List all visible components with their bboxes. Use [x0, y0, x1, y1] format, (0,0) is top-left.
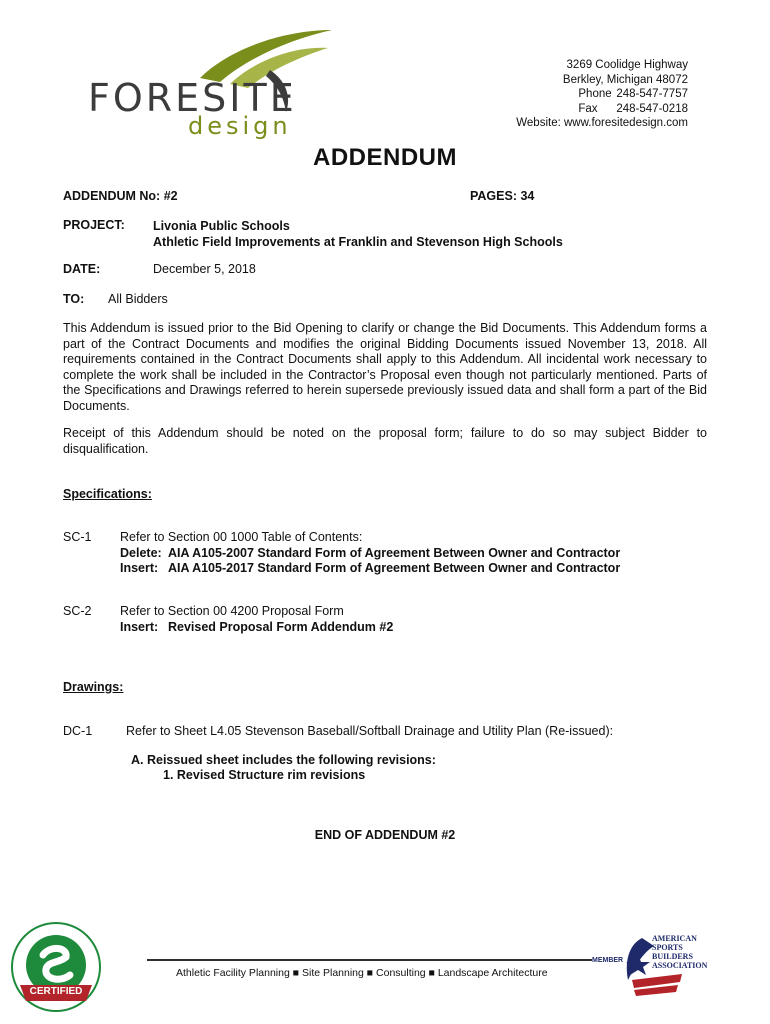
spec-item-sc2: [120, 604, 393, 635]
receipt-paragraph: Receipt of this Addendum should be noted on the proposal form; failure to do so may subject Bidder to disqualification.: [63, 426, 707, 456]
address-city: Berkley, Michigan 48072: [562, 73, 688, 86]
spec-sc1-text: Refer to Section 00 1000 Table of Contents:: [120, 530, 363, 544]
insert-label: Insert:: [120, 619, 159, 634]
spec-sc2-text: Refer to Section 00 4200 Proposal Form: [120, 604, 344, 618]
phone-number: 248-547-7757: [616, 88, 688, 100]
specifications-heading: Specifications:: [63, 487, 152, 501]
logo-wordmark: FORESITE: [88, 76, 297, 120]
delete-text: AIA A105-2007 Standard Form of Agreement Between Owner and Contractor: [168, 545, 621, 560]
drawing-dc1-sub-a: A. Reissued sheet includes the following revisions:: [131, 753, 436, 767]
asba-name: [652, 934, 717, 970]
fax-label: Fax: [578, 102, 598, 115]
drawing-item-dc1: Refer to Sheet L4.05 Stevenson Baseball/Softball Drainage and Utility Plan (Re-issued):: [126, 724, 614, 738]
date-value: December 5, 2018: [153, 262, 256, 276]
spec-sc1-delete-line: [120, 546, 620, 562]
address-street: 3269 Coolidge Highway: [566, 59, 688, 71]
asba-member-badge: [592, 930, 717, 1000]
intro-paragraph: This Addendum is issued prior to the Bid Opening to clarify or change the Bid Documents. This Addendum forms a part of the Contract Documents and modifies the original Bidding Documents issued November 13, 2018. All requirements contained in the Contract Documents shall apply to this Addendum. All incidental work necessary to complete the work shall be included in the Contractor’s Proposal even though not particularly mentioned. Parts of the Specifications and Drawings referred to herein supersede previously issued data and shall form a part of the Bid Documents.: [63, 321, 707, 413]
project-client: Livonia Public Schools: [153, 219, 290, 233]
addendum-number-field: [63, 189, 178, 203]
pages-label: PAGES:: [470, 189, 517, 203]
spec-code-sc2: SC-2: [63, 604, 92, 618]
document-title: ADDENDUM: [313, 144, 457, 171]
insert-label: Insert:: [120, 561, 159, 575]
company-logo: [80, 26, 340, 140]
to-label: TO:: [63, 292, 85, 306]
company-address: [516, 58, 688, 131]
footer-divider: [147, 959, 592, 961]
fax-number: 248-547-0218: [616, 102, 688, 115]
pages-field: [470, 189, 534, 203]
asba-line2: SPORTS BUILDERS: [652, 943, 693, 961]
address-fax: [516, 102, 688, 117]
project-name: Athletic Field Improvements at Franklin and Stevenson High Schools: [153, 235, 563, 249]
date-label: DATE:: [63, 262, 101, 276]
delete-label: Delete:: [120, 545, 162, 560]
address-phone: [516, 87, 688, 102]
drawing-code-dc1: DC-1: [63, 724, 93, 738]
spec-sc1-insert-line: [120, 561, 620, 577]
logo-subtitle: design: [188, 112, 292, 140]
insert-text: AIA A105-2017 Standard Form of Agreement Between Owner and Contractor: [168, 561, 621, 575]
asba-line1: AMERICAN: [652, 934, 697, 943]
spec-item-sc1: [120, 530, 620, 577]
addendum-number-value: #2: [163, 189, 178, 203]
footer-services: Athletic Facility Planning ■ Site Planning ■ Consulting ■ Landscape Architecture: [176, 967, 548, 979]
pages-value: 34: [520, 189, 535, 203]
certified-seal-icon: [10, 921, 102, 1013]
phone-label: Phone: [578, 88, 612, 100]
asba-line3: ASSOCIATION: [652, 961, 708, 970]
drawing-dc1-sub-a1: 1. Revised Structure rim revisions: [163, 768, 366, 782]
company-website: Website: www.foresitedesign.com: [516, 117, 688, 129]
spec-sc2-insert-line: [120, 620, 393, 636]
asba-member-label: MEMBER: [592, 957, 624, 964]
to-value: All Bidders: [108, 292, 168, 306]
project-value: [153, 218, 563, 250]
insert-text: Revised Proposal Form Addendum #2: [168, 619, 394, 634]
addendum-number-label: ADDENDUM No:: [63, 189, 161, 203]
certified-badge-label: CERTIFIED: [29, 986, 83, 997]
end-of-addendum: END OF ADDENDUM #2: [314, 828, 456, 842]
drawings-heading: Drawings:: [63, 680, 124, 694]
project-label: PROJECT:: [63, 218, 125, 232]
spec-code-sc1: SC-1: [63, 530, 92, 544]
certified-badge: [10, 921, 102, 1013]
